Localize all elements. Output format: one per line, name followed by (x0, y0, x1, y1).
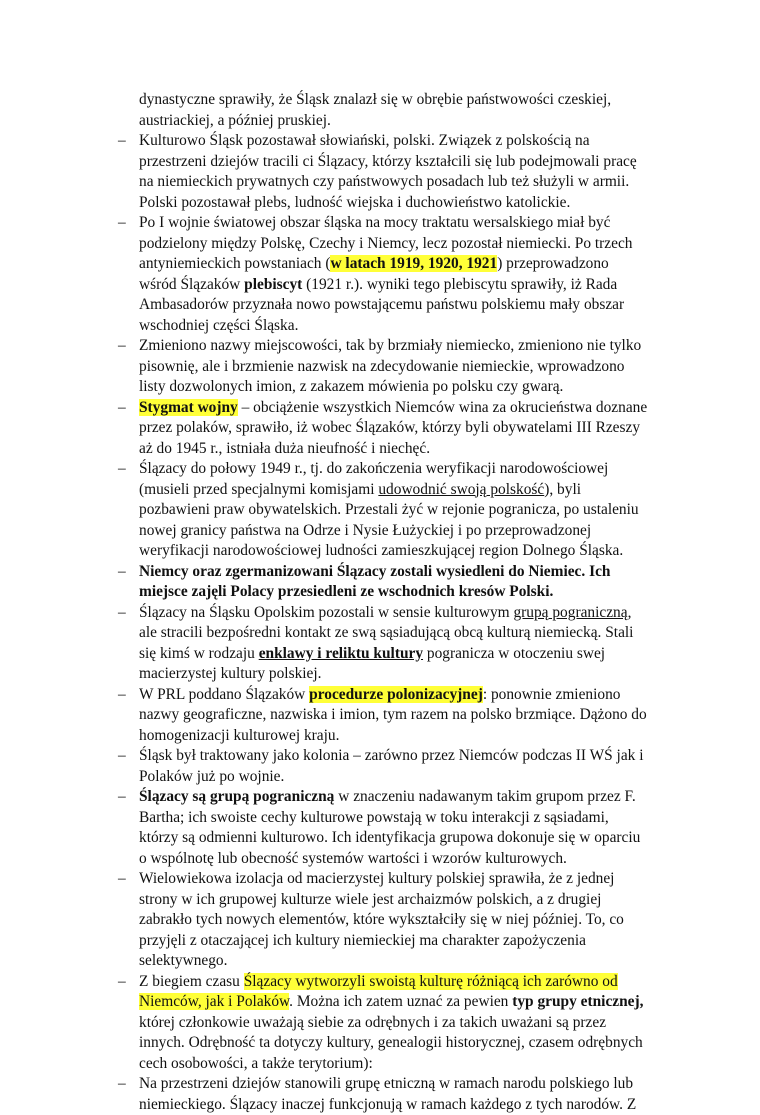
body-text: której członkowie uważają siebie za odrębnych i za takich uważani są przez innych. Odrębność ta dotyczy kultury, genealogii historycznej, czasem odrębnych cech osobowości, a także terytorium): (139, 1013, 643, 1072)
body-text: ) przeprowadzono wśród Ślązaków (139, 255, 609, 293)
underlined-text: grupą pograniczną (513, 603, 628, 621)
dash-bullet: – (118, 1075, 126, 1092)
list-item (118, 685, 648, 747)
list-item (118, 131, 648, 213)
list-item (118, 398, 648, 460)
list-item (118, 213, 648, 336)
bold-text: typ grupy etnicznej, (512, 993, 644, 1010)
list-item (118, 459, 648, 562)
body-text: Zmieniono nazwy miejscowości, tak by brzmiały niemiecko, zmieniono nie tylko pisownię, ale i brzmienie nazwisk na zdecydowanie niemieckie, wprowadzono listy dozwolonych imion, z zakazem mówienia po polsku czy gwarą. (139, 337, 642, 395)
bold-text: enklawy i reliktu kultury (258, 644, 424, 662)
underlined-text: udowodnić swoją polskość (378, 480, 545, 498)
dash-bullet: – (118, 685, 126, 703)
body-text: W PRL poddano Ślązaków (139, 685, 310, 703)
body-text: Ślązacy do połowy 1949 r., tj. do zakończenia weryfikacji narodowościowej (musieli przed specjalnymi komisjami (139, 460, 609, 498)
body-text: ), byli pozbawieni praw obywatelskich. Przestali żyć w rejonie pogranicza, po ustaleniu nowej granicy państwa na Odrze i Nysie Łużyckiej i po przeprowadzonej weryfikacji narodowościowej ludności zamieszkującej region Dolnego Śląska. (139, 480, 639, 559)
body-text: Śląsk był traktowany jako kolonia – zarówno przez Niemców podczas II WŚ jak i Polaków już po wojnie. (139, 747, 644, 785)
highlighted-text: w latach 1919, 1920, 1921 (330, 255, 498, 272)
body-text: – obciążenie wszystkich Niemców wina za okrucieństwa doznane przez polaków, sprawiło, iż wobec Ślązaków, którzy byli obywatelami III Rzeszy aż do 1945 r., istniała duża nieufność i niechęć. (139, 398, 648, 457)
dash-bullet: – (118, 214, 126, 231)
list-item (118, 562, 648, 603)
intro-paragraph (139, 90, 639, 131)
dash-bullet: – (118, 972, 126, 990)
bold-text: Ślązacy są grupą pograniczną (139, 788, 335, 805)
highlighted-text: Stygmat wojny (139, 398, 238, 416)
list-item (118, 1074, 648, 1115)
dash-bullet: – (118, 398, 126, 416)
body-text: (1921 r.). wyniki tego plebiscytu sprawiły, iż Rada Ambasadorów przyznała nowo powstającemu państwu polskiemu mały obszar wschodniej części Śląska. (139, 275, 625, 334)
dash-bullet: – (118, 562, 126, 580)
body-text: pogranicza w otoczeniu swej macierzystej kultury polskiej. (139, 644, 606, 682)
dash-bullet: – (118, 460, 126, 477)
body-text: Kulturowo Śląsk pozostawał słowiański, polski. Związek z polskością na przestrzeni dziejów tracili ci Ślązacy, którzy kształcili się lub podejmowali pracę na niemieckich prywatnych czy państwowych posadach lub też służyli w armii. Polski pozostawał plebs, ludność wiejska i duchowieństwo katolickie. (139, 132, 637, 211)
highlighted-text: procedurze polonizacyjnej (309, 685, 483, 703)
list-item (118, 869, 648, 972)
body-text: : ponownie zmieniono nazwy geograficzne, nazwiska i imion, tym razem na polsko brzmiące. Dążono do homogenizacji kulturowej kraju. (139, 685, 647, 744)
intro-text: dynastyczne sprawiły, że Śląsk znalazł się w obrębie państwowości czeskiej, austriackiej, a później pruskiej. (139, 91, 612, 129)
list-item (118, 603, 648, 685)
dash-bullet: – (118, 603, 126, 621)
dash-bullet: – (118, 788, 126, 805)
dash-bullet: – (118, 337, 126, 354)
bold-text: plebiscyt (244, 275, 303, 293)
highlighted-text: Ślązacy wytworzyli swoistą kulturę różniącą ich zarówno od Niemców, jak i Polaków (139, 972, 618, 1010)
body-text: Na przestrzeni dziejów stanowili grupę etniczną w ramach narodu polskiego lub niemieckiego. Ślązacy inaczej funkcjonują w ramach każdego z tych narodów. Z (139, 1075, 637, 1113)
body-text: Z biegiem czasu (139, 972, 244, 990)
bold-text: Niemcy oraz zgermanizowani Ślązacy zostali wysiedleni do Niemiec. Ich miejsce zajęli Polacy przesiedleni ze wschodnich kresów Polski. (139, 562, 611, 600)
dash-bullet: – (118, 870, 126, 887)
body-text: . Można ich zatem uznać za pewien (289, 993, 513, 1010)
body-text: Ślązacy na Śląsku Opolskim pozostali w sensie kulturowym (139, 603, 514, 621)
body-text: , ale stracili bezpośredni kontakt ze swą sąsiadującą obcą kulturą niemiecką. Stali się kimś w rodzaju (139, 603, 634, 662)
body-text: Wielowiekowa izolacja od macierzystej kultury polskiej sprawiła, że z jednej strony w ich grupowej kulturze wiele jest archaizmów polskich, a z drugiej zabrakło tych nowych elementów, które wykształciły się w niej później. To, co przyjęli z otaczającej ich kultury niemieckiej ma charakter zapożyczenia selektywnego. (139, 870, 624, 969)
list-item (118, 972, 648, 1075)
list-item (118, 787, 648, 869)
dash-bullet: – (118, 747, 126, 764)
bullet-list (118, 131, 648, 1115)
list-item (118, 336, 648, 398)
list-item (118, 746, 648, 787)
body-text: w znaczeniu nadawanym takim grupom przez F. Bartha; ich swoiste cechy kulturowe powstają w toku interakcji z sąsiadami, którzy są odmienni kulturowo. Ich identyfikacja grupowa dokonuje się w oparciu o wspólnotę lub obecność systemów wartości i wzorów kulturowych. (139, 788, 641, 867)
body-text: Po I wojnie światowej obszar śląska na mocy traktatu wersalskiego miał być podzielony między Polskę, Czechy i Niemcy, lecz pozostał niemiecki. Po trzech antyniemieckich powstaniach ( (139, 214, 633, 272)
dash-bullet: – (118, 132, 126, 149)
